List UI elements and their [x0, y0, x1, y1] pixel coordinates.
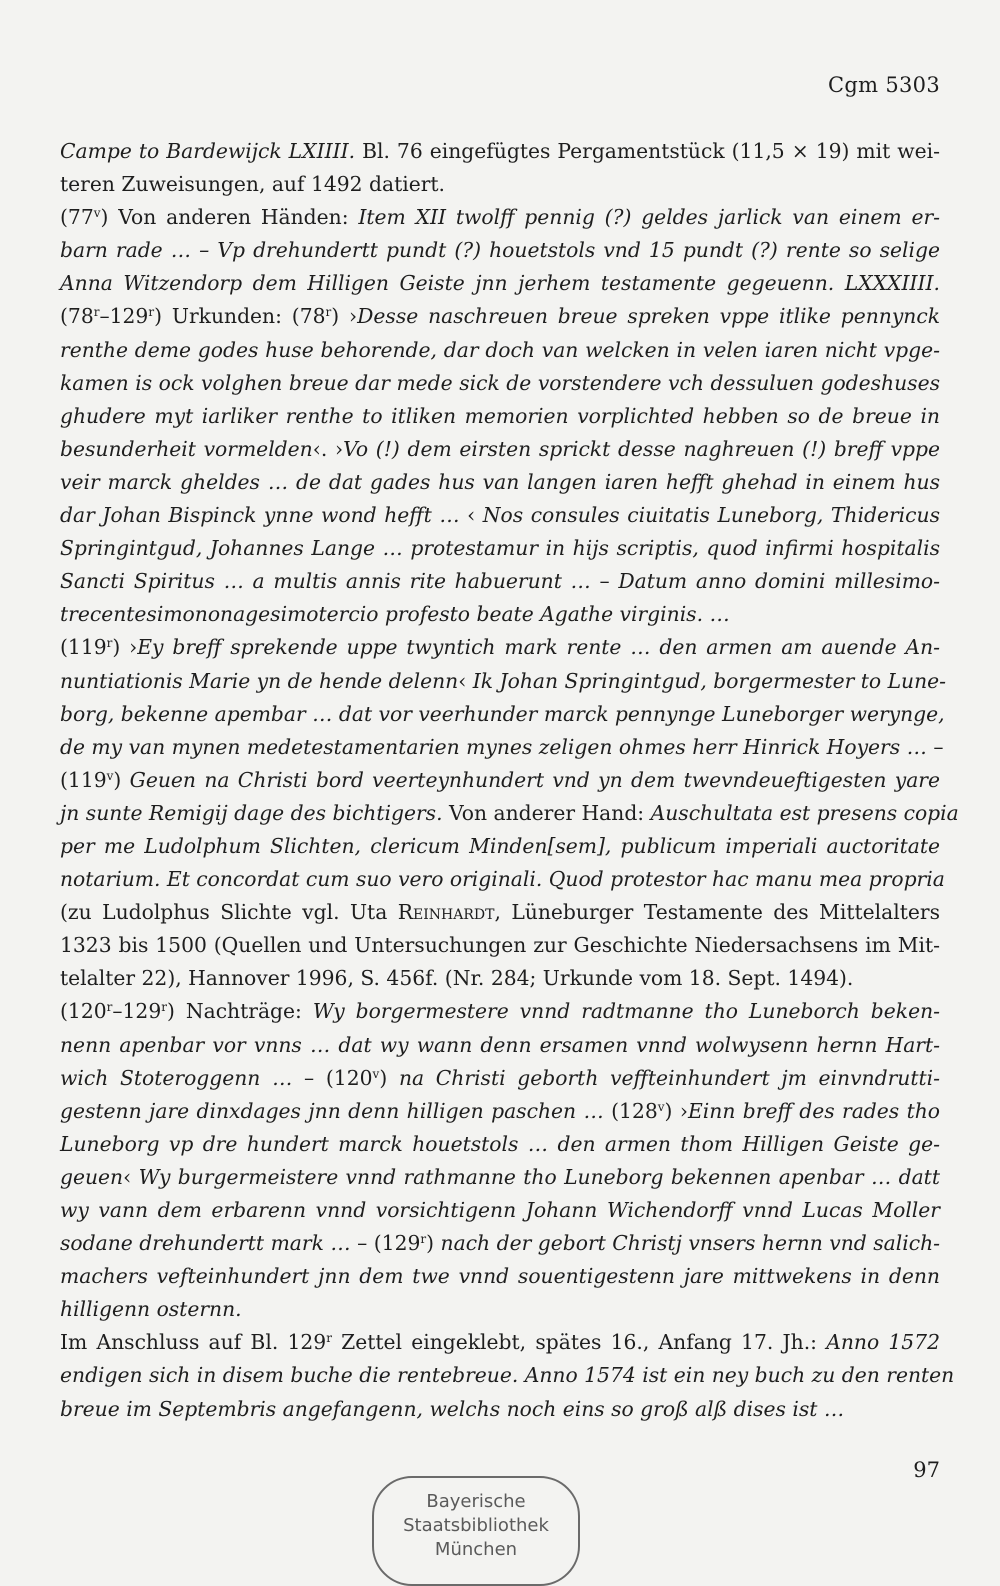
- text-line: machers vefteinhundert jnn dem twe vnnd souentigestenn jare mittwekens in denn: [60, 1264, 940, 1289]
- text-line: Sancti Spiritus … a multis annis rite habuerunt … – Datum anno domini millesimo-: [60, 569, 940, 594]
- text-line: dar Johan Bispinck ynne wond hefft … ‹ Nos consules ciuitatis Luneborg, Thidericus: [60, 503, 940, 528]
- text-line: (zu Ludolphus Slichte vgl. Uta Reinhardt, Lüneburger Testamente des Mittelalters: [60, 900, 940, 925]
- stamp-line: Bayerische: [426, 1491, 526, 1512]
- text-line: trecentesimononagesimotercio profesto beate Agathe virginis. …: [60, 602, 730, 627]
- text-line: (78$^r$–129$^r$) Urkunden: (78$^r$) ›Desse naschreuen breue spreken vppe itlike pennynck: [60, 304, 940, 329]
- text-line: de my van mynen medetestamentarien mynes zeligen ohmes herr Hinrick Hoyers … –: [60, 734, 944, 759]
- text-line: ghudere myt iarliker renthe to itliken memorien vorplichted hebben so de breue in: [60, 403, 940, 428]
- text-line: jn sunte Remigij dage des bichtigers. Von anderer Hand: Auschultata est presens copia: [60, 800, 959, 825]
- text-line: per me Ludolphum Slichten, clericum Minden[sem], publicum imperiali auctoritate: [60, 833, 940, 858]
- text-line: kamen is ock volghen breue dar mede sick de vorstendere vch dessuluen godeshuses: [60, 370, 940, 395]
- text-line: wy vann dem erbarenn vnnd vorsichtigenn Johann Wichendorff vnnd Lucas Moller: [60, 1198, 940, 1222]
- text-line: wich Stoteroggenn … – (120$^v$) na Christi geborth veffteinhundert jm einvndrutti-: [60, 1065, 940, 1090]
- stamp-line: Staatsbibliothek: [403, 1515, 549, 1536]
- catalog-entry-text: [60, 135, 959, 1426]
- text-line: 1323 bis 1500 (Quellen und Untersuchungen zur Geschichte Niedersachsens im Mit-: [60, 933, 940, 958]
- text-line: (119$^r$) ›Ey breff sprekende uppe twyntich mark rente … den armen am auende An-: [60, 635, 940, 660]
- text-line: besunderheit vormelden‹. ›Vo (!) dem eirsten sprickt desse naghreuen (!) breff vppe: [60, 436, 940, 461]
- text-line: (120$^r$–129$^r$) Nachträge: Wy borgermestere vnnd radtmanne tho Luneborch beken-: [60, 999, 940, 1024]
- text-line: teren Zuweisungen, auf 1492 datiert.: [60, 172, 446, 197]
- stamp-line: München: [434, 1539, 518, 1560]
- page-number: 97: [913, 1458, 940, 1482]
- text-line: (119$^v$) Geuen na Christi bord veerteynhundert vnd yn dem twevndeueftigesten yare: [60, 767, 940, 792]
- text-line: endigen sich in disem buche die rentebreue. Anno 1574 ist ein ney buch zu den renten: [60, 1363, 955, 1388]
- text-line: nuntiationis Marie yn de hende delenn‹ Ik Johan Springintgud, borgermester to Lune-: [60, 668, 947, 693]
- text-line: hilligenn osternn.: [60, 1297, 242, 1322]
- text-line: breue im Septembris angefangenn, welchs noch eins so groß alß dises ist …: [60, 1396, 845, 1421]
- text-line: veir marck gheldes … de dat gades hus van langen iaren hefft ghehad in einem hus: [60, 469, 940, 494]
- text-line: Luneborg vp dre hundert marck houetstols … den armen thom Hilligen Geiste ge-: [60, 1131, 940, 1156]
- text-line: Springintgud, Johannes Lange … protestamur in hijs scriptis, quod infirmi hospitalis: [60, 536, 940, 561]
- text-line: Campe to Bardewijck LXIIII. Bl. 76 eingefügtes Pergamentstück (11,5 × 19) mit wei-: [60, 139, 941, 163]
- text-line: Anna Witzendorp dem Hilligen Geiste jnn jerhem testamente gegeuenn. LXXXIIII.: [60, 271, 940, 296]
- text-line: telalter 22), Hannover 1996, S. 456f. (Nr. 284; Urkunde vom 18. Sept. 1494).: [60, 966, 854, 991]
- text-line: renthe deme godes huse behorende, dar doch van welcken in velen iaren nicht vpge-: [60, 337, 940, 362]
- text-line: gestenn jare dinxdages jnn denn hilligen paschen … (128$^v$) ›Einn breff des rades tho: [60, 1098, 940, 1123]
- text-line: notarium. Et concordat cum suo vero originali. Quod protestor hac manu mea propria: [60, 867, 945, 892]
- text-line: (77$^v$) Von anderen Händen: Item XII twolff pennig (?) geldes jarlick van einem er-: [60, 205, 940, 230]
- running-title: Cgm 5303: [828, 73, 940, 97]
- text-line: sodane drehundertt mark … – (129$^r$) nach der gebort Christj vnsers hernn vnd salich-: [60, 1231, 940, 1256]
- text-line: borg, bekenne apembar … dat vor veerhunder marck pennynge Luneborger werynge,: [60, 701, 945, 726]
- text-line: geuen‹ Wy burgermeistere vnnd rathmanne tho Luneborg bekennen apenbar … datt: [60, 1164, 940, 1189]
- text-line: nenn apenbar vor vnns … dat wy wann denn ersamen vnnd wolwysenn hernn Hart-: [60, 1032, 940, 1057]
- text-line: Im Anschluss auf Bl. 129$^r$ Zettel eingeklebt, spätes 16., Anfang 17. Jh.: Anno 1572: [60, 1330, 940, 1355]
- library-stamp: [372, 1476, 580, 1586]
- text-line: barn rade … – Vp drehundertt pundt (?) houetstols vnd 15 pundt (?) rente so selige: [60, 238, 940, 263]
